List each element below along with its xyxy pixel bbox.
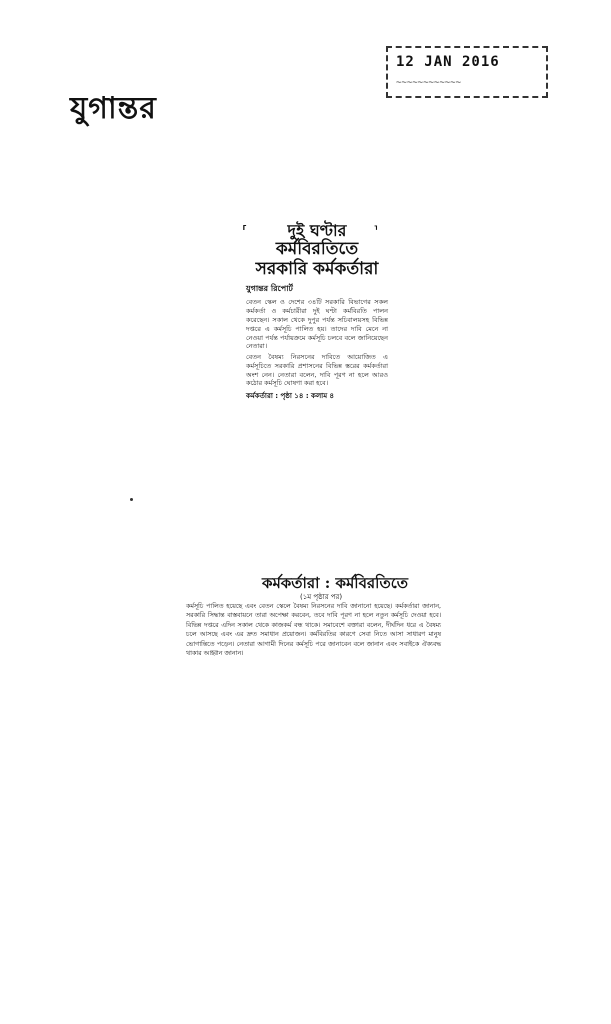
bracket-mark-left: ⸢ (242, 224, 248, 240)
continuation-page-note: (১ম পৃষ্ঠার পর) (300, 593, 343, 601)
headline-line-3: সরকারি কর্মকর্তারা (255, 258, 379, 279)
bracket-mark-right: ⸣ (373, 224, 378, 238)
stamp-scribble: ~~~~~~~~~~~~ (396, 78, 462, 88)
news-clipping (242, 221, 388, 402)
continuation-body: কর্মসূচি পালিত হয়েছে এবং বেতন স্কেলে বৈষম্য নিরসনের দাবি জানানো হয়েছে। কর্মকর্তারা জানান, সরকারি সিদ্ধান্ত বাস্তবায়নে তারা অপেক্ষা করবেন, তবে দাবি পূরণ না হলে নতুন কর্মসূচি দেওয়া হবে। বিভিন্ন দপ্তরে এদিন সকাল থেকে কাজকর্ম বন্ধ থাকে। সমাবেশে বক্তারা বলেন, দীর্ঘদিন ধরে এ বৈষম্য চলে আসছে এবং এর দ্রুত সমাধান প্রয়োজন। কর্মবিরতির কারণে সেবা নিতে আসা সাধারণ মানুষ ভোগান্তিতে পড়েন। নেতারা আগামী দিনের কর্মসূচি পরে জানাবেন বলে জানান এবং সবাইকে ঐক্যবদ্ধ থাকার আহ্বান জানান। (186, 603, 441, 658)
stamp-second-row (396, 78, 461, 88)
article-headline (246, 222, 388, 279)
article-paragraph-2: বেতন বৈষম্য নিরসনের দাবিতে আয়োজিত এ কর্মসূচিতে সরকারি প্রশাসনের বিভিন্ন স্তরের কর্মকর্তারা অংশ নেন। নেতারা বলেন, দাবি পূরণ না হলে আরও কঠোর কর্মসূচি ঘোষণা করা হবে। (246, 353, 388, 388)
headline-line-1: দুই ঘণ্টার (287, 221, 347, 240)
stray-dot (130, 498, 133, 501)
stamp-date: 12 JAN 2016 (396, 54, 500, 70)
date-stamp (386, 46, 548, 98)
reporter-byline: যুগান্তর রিপোর্ট (246, 284, 293, 294)
headline-line-2: কর্মবিরতিতে (275, 239, 359, 260)
article-paragraph-1: বেতন স্কেল ও দেশের ৩৪টি সরকারি বিভাগের সকল কর্মকর্তা ও কর্মচারীরা দুই ঘণ্টা কর্মবিরতি পালন করেছেন। সকাল থেকে দুপুর পর্যন্ত সচিবালয়সহ বিভিন্ন দপ্তরে এ কর্মসূচি পালিত হয়। তাদের দাবি মেনে না নেওয়া পর্যন্ত পর্যায়ক্রমে কর্মসূচি চলবে বলে জানিয়েছেন নেতারা। (246, 298, 388, 351)
stamp-date-row (396, 54, 500, 70)
continuation-heading: কর্মকর্তারা : কর্মবিরতিতে (261, 574, 409, 592)
newspaper-masthead: যুগান্তর (70, 91, 157, 126)
continued-note: কর্মকর্তারা : পৃষ্ঠা ১৪ : কলাম ৪ (246, 392, 335, 401)
